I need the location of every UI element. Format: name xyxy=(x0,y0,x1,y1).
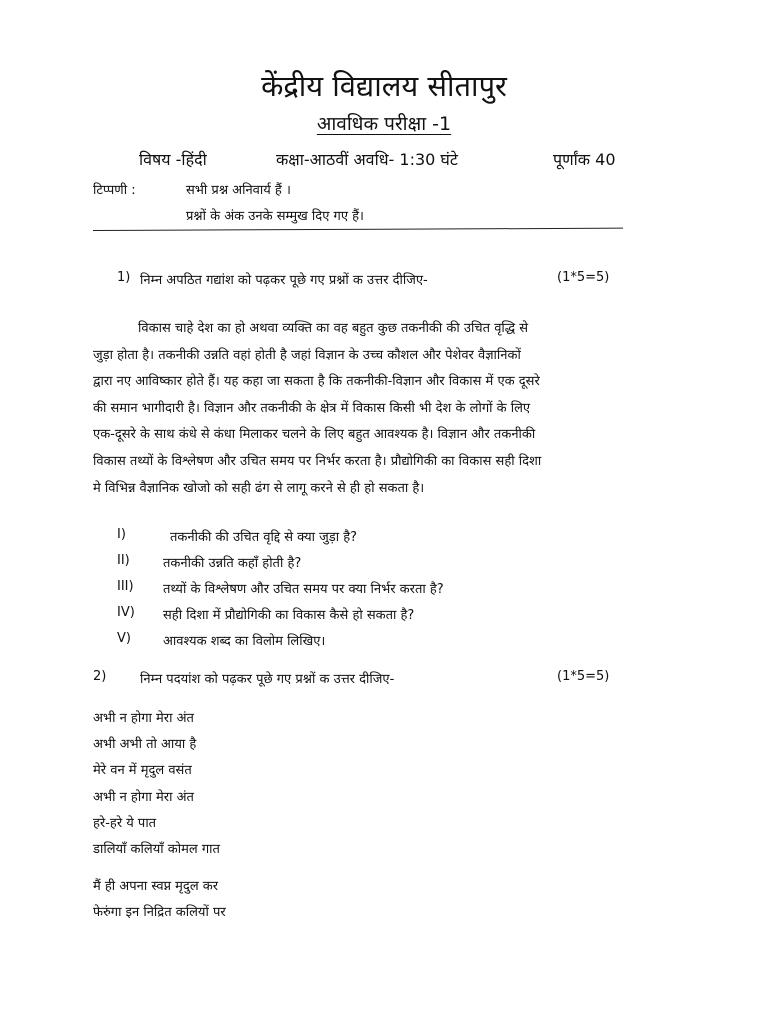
subquestion-text: तकनीकी की उचित वृद्दि से क्या जुड़ा है? xyxy=(170,530,358,545)
q1-marks: (1*5=5) xyxy=(557,270,610,285)
poem-line: हरे-हरे ये पात xyxy=(93,815,157,831)
passage-line: मे विभिन्न वैज्ञानिक खोजो को सही ढंग से लागू करने से ही हो सकता है। xyxy=(93,480,425,496)
poem-line: अभी न होगा मेरा अंत xyxy=(93,789,194,805)
poem-stanza-1 xyxy=(93,706,220,863)
note-line-1: सभी प्रश्न अनिवार्य हैं । xyxy=(186,183,291,198)
poem-line: अभी अभी तो आया है xyxy=(93,737,197,753)
passage-line: जुड़ा होता है। तकनीकी उन्नति वहां होती है जहां विज्ञान के उच्च कौशल और पेशेवर वैज्ञानिकों xyxy=(93,347,521,363)
subquestion-text: तकनीकी उन्नति कहाँ होती है? xyxy=(163,556,302,571)
note-line-2: प्रश्नों के अंक उनके सम्मुख दिए गए हैं। xyxy=(186,209,364,224)
q2-marks: (1*5=5) xyxy=(557,669,610,684)
subquestion-text: सही दिशा में प्रौद्योगिकी का विकास कैसे हो सकता है? xyxy=(163,608,415,623)
subquestion-text: आवश्यक शब्द का विलोम लिखिए। xyxy=(163,634,326,649)
subject-label: विषय -हिंदी xyxy=(139,150,207,169)
q1-number: 1) xyxy=(117,270,131,285)
max-marks-label: पूर्णांक 40 xyxy=(553,150,616,169)
exam-title: आवधिक परीक्षा -1 xyxy=(316,113,452,135)
poem-line: मैं ही अपना स्वप्न मृदुल कर xyxy=(93,879,219,894)
poem-line: फेरुंगा इन निद्रित कलियों पर xyxy=(93,905,226,921)
q2-instruction: निम्न पदयांश को पढ़कर पूछे गए प्रश्नों क उत्तर दीजिए- xyxy=(140,672,395,687)
subquestion-text: तथ्यों के विश्लेषण और उचित समय पर क्या निर्भर करता है? xyxy=(163,582,444,597)
subquestion-number: III) xyxy=(117,579,134,594)
class-duration-label: कक्षा-आठवीं अवधि- 1:30 घंटे xyxy=(276,150,458,169)
q1-passage xyxy=(93,316,693,502)
q1-instruction: निम्न अपठित गद्यांश को पढ़कर पूछे गए प्रश्नों क उत्तर दीजिए- xyxy=(140,273,428,288)
passage-line: द्वारा नए आविष्कार होते हैं। यह कहा जा सकता है कि तकनीकी-विज्ञान और विकास में एक दूसरे xyxy=(93,374,540,390)
subquestion-number: I) xyxy=(117,527,126,542)
poem-line: अभी न होगा मेरा अंत xyxy=(93,711,194,726)
header-divider xyxy=(93,228,623,231)
passage-line: की समान भागीदारी है। विज्ञान और तकनीकी के क्षेत्र में विकास किसी भी देश के लोगों के लिए xyxy=(93,400,531,416)
subquestion-number: V) xyxy=(117,631,131,646)
note-label: टिप्पणी : xyxy=(93,183,136,198)
passage-line: विकास तथ्यों के विश्लेषण और उचित समय पर निर्भर करता है। प्रौद्योगिकी का विकास सही दिशा xyxy=(93,453,542,469)
subquestion-number: IV) xyxy=(117,605,135,620)
q2-number: 2) xyxy=(93,669,107,684)
poem-line: डालियाँ कलियाँ कोमल गात xyxy=(93,842,220,858)
school-title: केंद्रीय विद्यालय सीतापुर xyxy=(261,69,507,103)
poem-line: मेरे वन में मृदुल वसंत xyxy=(93,763,192,779)
passage-line: एक-दूसरे के साथ कंधे से कंधा मिलाकर चलने के लिए बहुत आवश्यक है। विज्ञान और तकनीकी xyxy=(93,427,536,443)
poem-stanza-2 xyxy=(93,874,226,926)
passage-line: विकास चाहे देश का हो अथवा व्यक्ति का वह बहुत कुछ तकनीकी की उचित वृद्धि से xyxy=(138,321,529,336)
subquestion-number: II) xyxy=(117,553,130,568)
